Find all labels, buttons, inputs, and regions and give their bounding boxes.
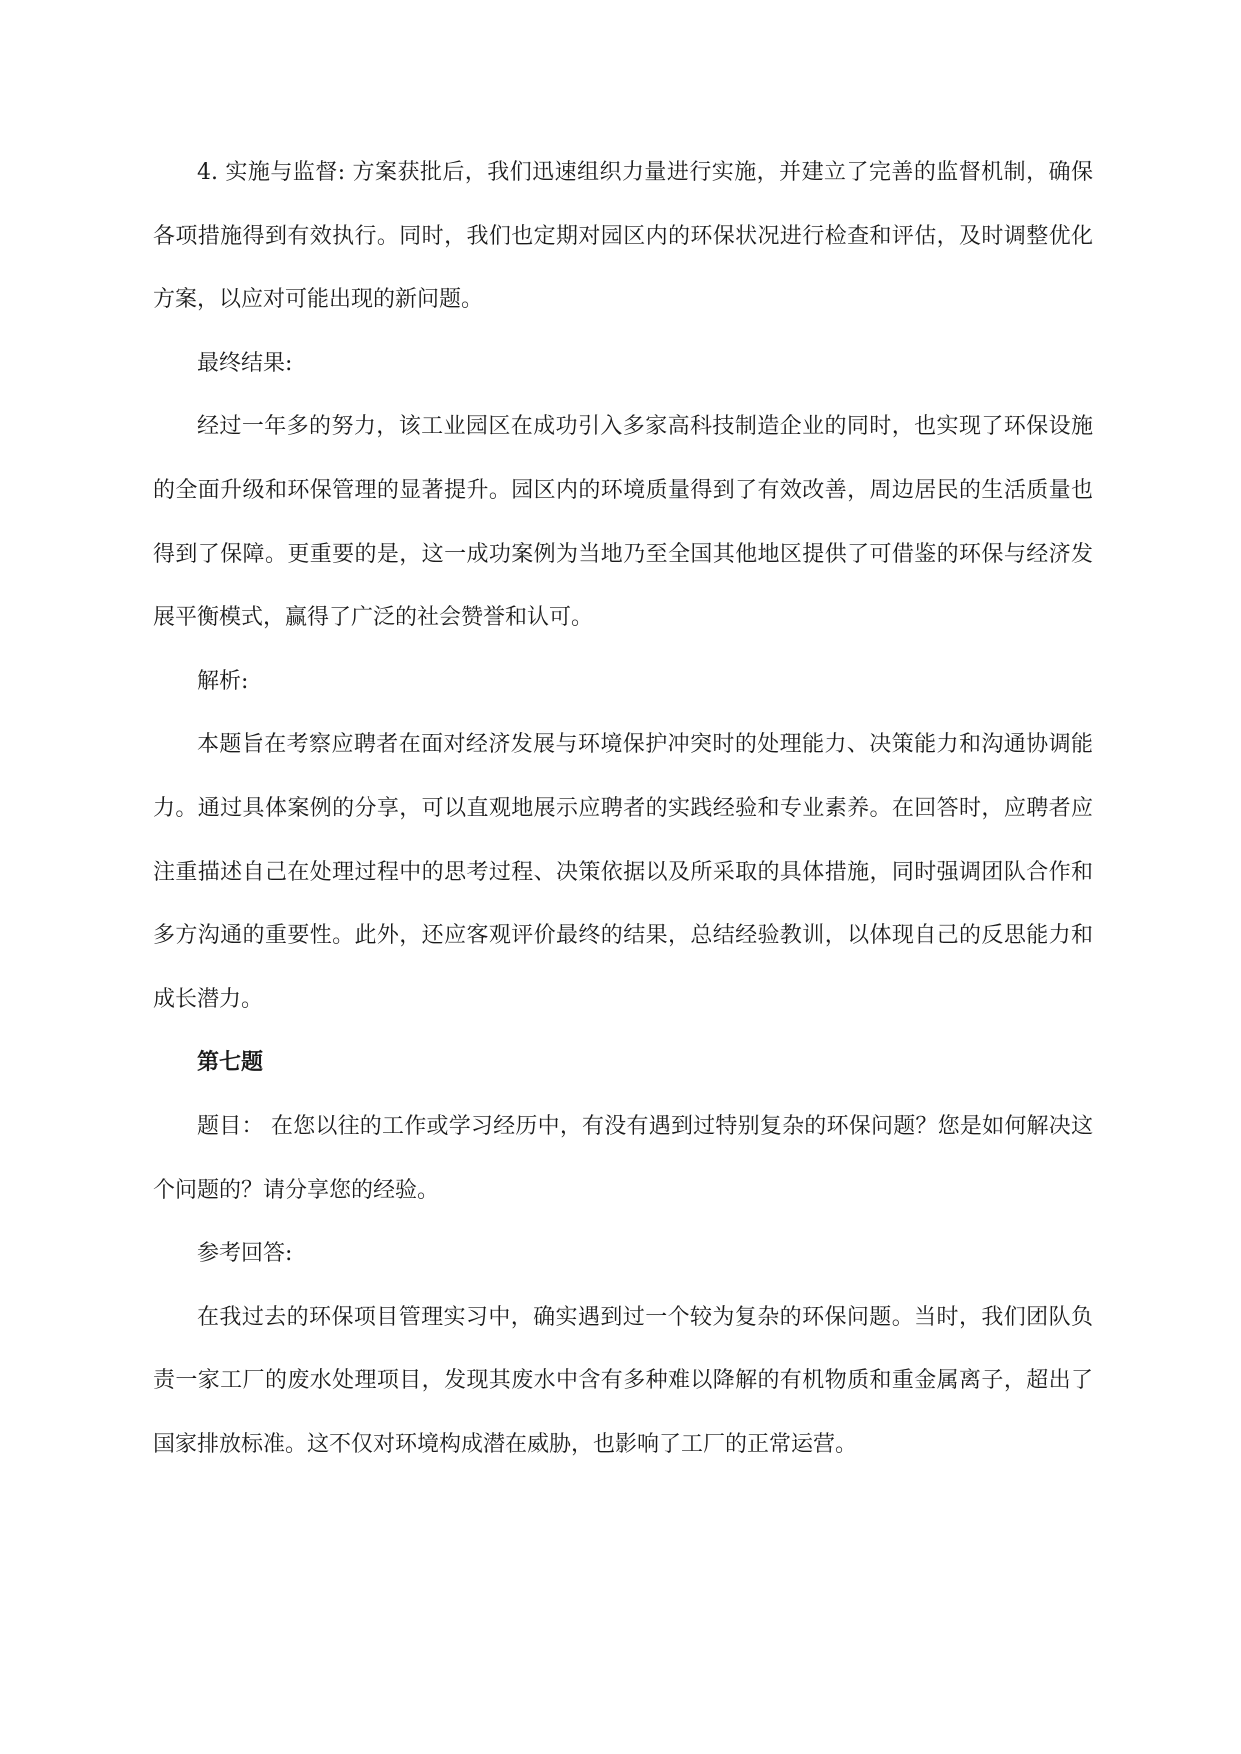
label-analysis: 解析:: [197, 668, 249, 694]
document-body: [153, 141, 1093, 1476]
paragraph-final-result: 经过一年多的努力，该工业园区在成功引入多家高科技制造企业的同时，也实现了环保设施的全面升级和环保管理的显著提升。园区内的环境质量得到了有效改善，周边居民的生活质量也得到了保障。更重要的是，这一成功案例为当地乃至全国其他地区提供了可借鉴的环保与经济发展平衡模式，赢得了广泛的社会赞誉和认可。: [153, 414, 1093, 631]
paragraph-question: 题目： 在您以往的工作或学习经历中，有没有遇到过特别复杂的环保问题？您是如何解决这个问题的？请分享您的经验。: [153, 1113, 1093, 1203]
paragraph-reference-answer: 在我过去的环保项目管理实习中，确实遇到过一个较为复杂的环保问题。当时，我们团队负责一家工厂的废水处理项目，发现其废水中含有多种难以降解的有机物质和重金属离子，超出了国家排放标准。这不仅对环境构成潜在威胁，也影响了工厂的正常运营。: [153, 1304, 1093, 1457]
paragraph-analysis: 本题旨在考察应聘者在面对经济发展与环境保护冲突时的处理能力、决策能力和沟通协调能力。通过具体案例的分享，可以直观地展示应聘者的实践经验和专业素养。在回答时，应聘者应注重描述自己在处理过程中的思考过程、决策依据以及所采取的具体措施，同时强调团队合作和多方沟通的重要性。此外，还应客观评价最终的结果，总结经验教训，以体现自己的反思能力和成长潜力。: [153, 732, 1093, 1012]
section-heading-question-7: 第七题: [197, 1050, 264, 1076]
label-final-result: 最终结果:: [197, 350, 293, 376]
label-reference-answer: 参考回答:: [197, 1241, 293, 1267]
paragraph-implementation: 4. 实施与监督: 方案获批后，我们迅速组织力量进行实施，并建立了完善的监督机制，确保各项措施得到有效执行。同时，我们也定期对园区内的环保状况进行检查和评估，及时调整优化方案，以应对可能出现的新问题。: [153, 160, 1093, 313]
